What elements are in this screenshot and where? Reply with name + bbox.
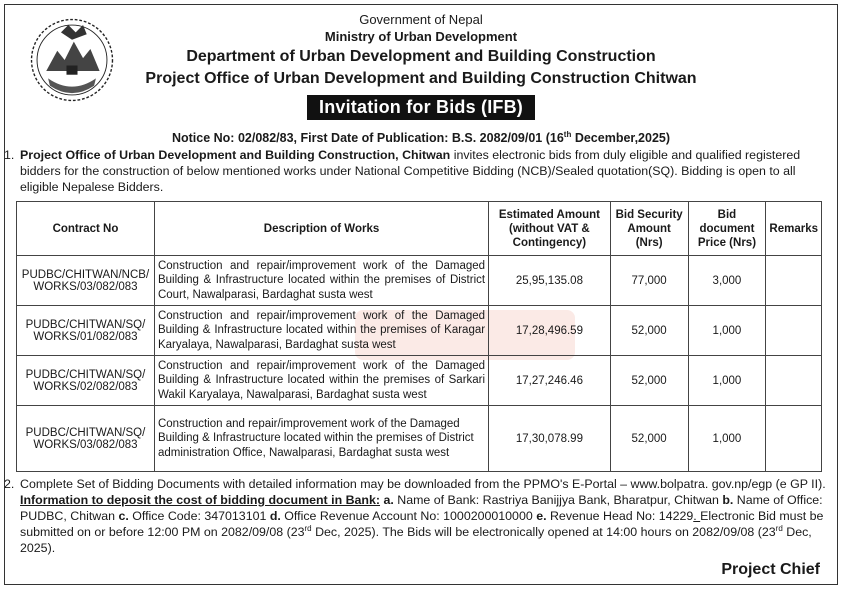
estimate-cell: 17,28,496.59 [489, 306, 611, 356]
table-row [17, 406, 822, 472]
header-description: Description of Works [154, 202, 488, 256]
remarks-cell [766, 406, 822, 472]
government-line: Government of Nepal [359, 12, 483, 27]
description-cell: Construction and repair/improvement work of the Damaged Building & Infrastructure located within the premises of Sarkari Wakil Karyalaya, Nawalparasi, Bardaghat susta west [154, 356, 488, 406]
contract-no-cell: PUDBC/CHITWAN/SQ/ WORKS/01/082/083 [17, 306, 155, 356]
description-cell: Construction and repair/improvement work of the Damaged Building & Infrastructure located within the premises of Karagar Karyalaya, Nawalparasi, Bardaghat susta west [154, 306, 488, 356]
bids-table [16, 201, 822, 472]
page-title: Invitation for Bids (IFB) [307, 95, 535, 120]
estimate-cell: 17,30,078.99 [489, 406, 611, 472]
paragraph-1: 1. Project Office of Urban Development and Building Construction, Chitwan invites electronic bids from duly eligible and qualified registered bidders for the construction of below mentioned works under National Competitive Bidding (NCB)/Sealed quotation(SQ). Bidding is open to all eligible Nepalese Bidders. [4, 148, 801, 194]
price-cell: 1,000 [688, 406, 766, 472]
security-cell: 52,000 [610, 406, 688, 472]
table-row [17, 356, 822, 406]
remarks-cell [766, 356, 822, 406]
contract-no-cell: PUDBC/CHITWAN/SQ/ WORKS/03/082/083 [17, 406, 155, 472]
contract-no-cell: PUDBC/CHITWAN/SQ/ WORKS/02/082/083 [17, 356, 155, 406]
description-cell: Construction and repair/improvement work of the Damaged Building & Infrastructure located within the premises of District administration Office, Nawalparasi, Bardaghat susta west [154, 406, 488, 472]
price-cell: 1,000 [688, 306, 766, 356]
header-bid-security: Bid Security Amount (Nrs) [610, 202, 688, 256]
estimate-cell: 25,95,135.08 [489, 256, 611, 306]
description-cell: Construction and repair/improvement work of the Damaged Building & Infrastructure located within the premises of District Court, Nawalparasi, Bardaghat susta west [154, 256, 488, 306]
header-contract-no: Contract No [17, 202, 155, 256]
notice-line: Notice No: 02/082/83, First Date of Publication: B.S. 2082/09/01 (16th December,2025) [171, 130, 671, 146]
office-line: Project Office of Urban Development and Building Construction Chitwan [145, 70, 697, 87]
estimate-cell: 17,27,246.46 [489, 356, 611, 406]
security-cell: 52,000 [610, 356, 688, 406]
remarks-cell [766, 256, 822, 306]
security-cell: 77,000 [610, 256, 688, 306]
ministry-line: Ministry of Urban Development [324, 29, 518, 44]
header-estimated-amount: Estimated Amount (without VAT & Contingency) [489, 202, 611, 256]
price-cell: 3,000 [688, 256, 766, 306]
paragraph-2: 2. Complete Set of Bidding Documents with detailed information may be downloaded from the PPMO's E-Portal – www.bolpatra. gov.np/egp (e GP II). Information to deposit the cost of bidding document in Bank: a. Name of Bank: Rastriya Banijjya Bank, Bharatpur, Chitwan b. Name of Office: PUDBC, Chitwan c. Office Code: 347013101 d. Office Revenue Account No: 1000200010000 e. Revenue Head No: 14229. Electronic Bid must be submitted on or before 12:00 PM on 2082/09/08 (23rd Dec, 2025). The Bids will be electronically opened at 14:00 hours on 2082/09/08 (23rd Dec, 2025). [4, 477, 826, 555]
remarks-cell [766, 306, 822, 356]
table-row [17, 306, 822, 356]
department-line: Department of Urban Development and Building Construction [186, 48, 656, 65]
signature-title: Project Chief [721, 561, 820, 578]
table-row [17, 256, 822, 306]
header-remarks: Remarks [766, 202, 822, 256]
price-cell: 1,000 [688, 356, 766, 406]
header-document-price: Bid document Price (Nrs) [688, 202, 766, 256]
contract-no-cell: PUDBC/CHITWAN/NCB/ WORKS/03/082/083 [17, 256, 155, 306]
security-cell: 52,000 [610, 306, 688, 356]
